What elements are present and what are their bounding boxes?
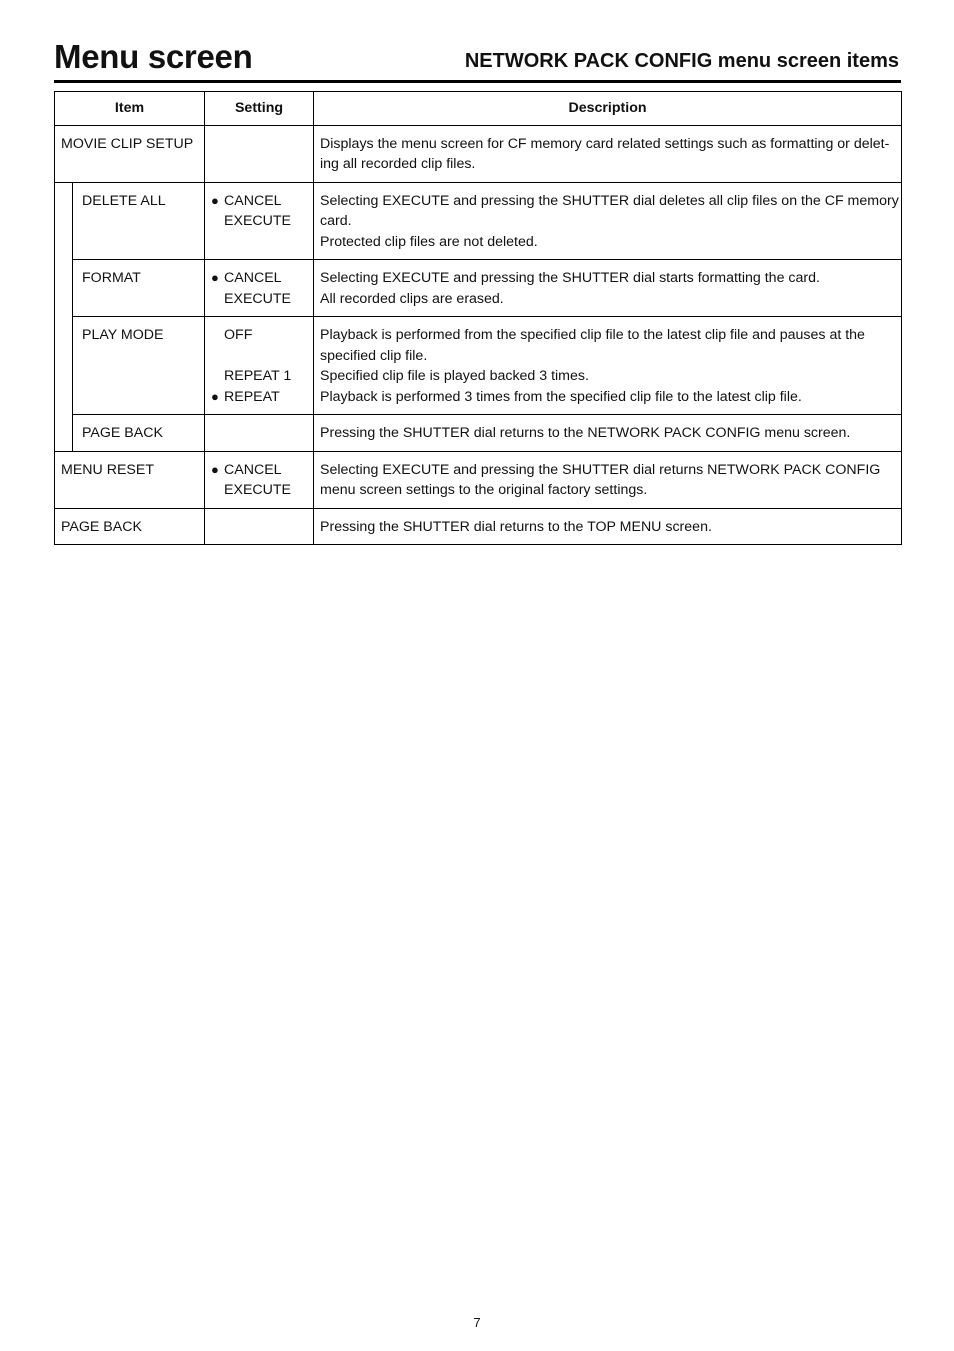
table-header-row — [55, 92, 902, 126]
setting-option: ● CANCEL — [211, 191, 307, 212]
table-row — [55, 260, 902, 317]
column-header-item: Item — [55, 92, 205, 126]
setting-option: REPEAT 1 — [224, 368, 292, 384]
description-line: Selecting EXECUTE and pressing the SHUTTER dial deletes all clip files on the CF memory — [320, 192, 899, 209]
item-cell: PLAY MODE — [73, 317, 205, 415]
column-header-setting: Setting — [205, 92, 314, 126]
setting-option: EXECUTE — [224, 213, 292, 229]
indent-spacer — [55, 415, 73, 452]
description-line: Playback is performed 3 times from the specified clip file to the latest clip file. — [320, 388, 802, 405]
setting-option: EXECUTE — [224, 290, 292, 307]
setting-cell — [205, 508, 314, 545]
description-cell — [314, 125, 902, 182]
setting-cell — [205, 182, 314, 260]
setting-option: ● REPEAT — [211, 387, 307, 408]
default-bullet-icon: ● — [211, 192, 219, 208]
setting-cell — [205, 415, 314, 452]
default-bullet-icon: ● — [211, 270, 219, 285]
description-line: Pressing the SHUTTER dial returns to the TOP MENU screen. — [320, 518, 712, 535]
indent-spacer — [55, 260, 73, 317]
setting-cell — [205, 317, 314, 415]
setting-option: OFF — [224, 327, 253, 343]
description-line: Selecting EXECUTE and pressing the SHUTTER dial returns NETWORK PACK CONFIG — [320, 461, 881, 478]
table-row — [55, 451, 902, 508]
section-title: NETWORK PACK CONFIG menu screen items — [464, 50, 899, 72]
description-line: card. — [320, 213, 352, 229]
item-cell: DELETE ALL — [73, 182, 205, 260]
description-line: ing all recorded clip files. — [320, 156, 476, 172]
setting-cell — [205, 125, 314, 182]
setting-cell — [205, 451, 314, 508]
description-cell — [314, 182, 902, 260]
description-line: specified clip file. — [320, 347, 428, 364]
indent-spacer — [55, 317, 73, 415]
table-row — [55, 317, 902, 415]
default-bullet-icon: ● — [211, 388, 219, 404]
item-cell: FORMAT — [73, 260, 205, 317]
default-bullet-icon: ● — [211, 461, 219, 477]
setting-cell — [205, 260, 314, 317]
description-line: menu screen settings to the original factory settings. — [320, 482, 648, 498]
description-line: Selecting EXECUTE and pressing the SHUTTER dial starts formatting the card. — [320, 270, 820, 286]
page-title: Menu screen — [54, 38, 253, 75]
setting-option: ● CANCEL — [211, 268, 307, 289]
description-cell — [314, 415, 902, 452]
item-cell: PAGE BACK — [55, 508, 205, 545]
table-row — [55, 508, 902, 545]
page-header — [54, 36, 901, 83]
table-row — [55, 182, 902, 260]
indent-spacer — [55, 182, 73, 260]
item-cell: MOVIE CLIP SETUP — [55, 125, 205, 182]
setting-option: EXECUTE — [224, 482, 292, 498]
item-cell: MENU RESET — [55, 451, 205, 508]
description-cell — [314, 508, 902, 545]
page-number: 7 — [473, 1315, 481, 1330]
table-row — [55, 415, 902, 452]
description-line: Specified clip file is played backed 3 times. — [320, 368, 589, 384]
setting-option: ● CANCEL — [211, 460, 307, 481]
description-line: Pressing the SHUTTER dial returns to the NETWORK PACK CONFIG menu screen. — [320, 425, 851, 441]
description-cell — [314, 451, 902, 508]
table-row — [55, 125, 902, 182]
description-line: All recorded clips are erased. — [320, 290, 504, 307]
description-line: Displays the menu screen for CF memory card related settings such as formatting or delet- — [320, 135, 890, 152]
description-line: Playback is performed from the specified clip file to the latest clip file and pauses at the — [320, 327, 865, 343]
menu-items-table — [54, 91, 902, 545]
description-cell — [314, 260, 902, 317]
description-line: Protected clip files are not deleted. — [320, 233, 538, 250]
description-cell — [314, 317, 902, 415]
column-header-description: Description — [314, 92, 902, 126]
item-cell: PAGE BACK — [73, 415, 205, 452]
